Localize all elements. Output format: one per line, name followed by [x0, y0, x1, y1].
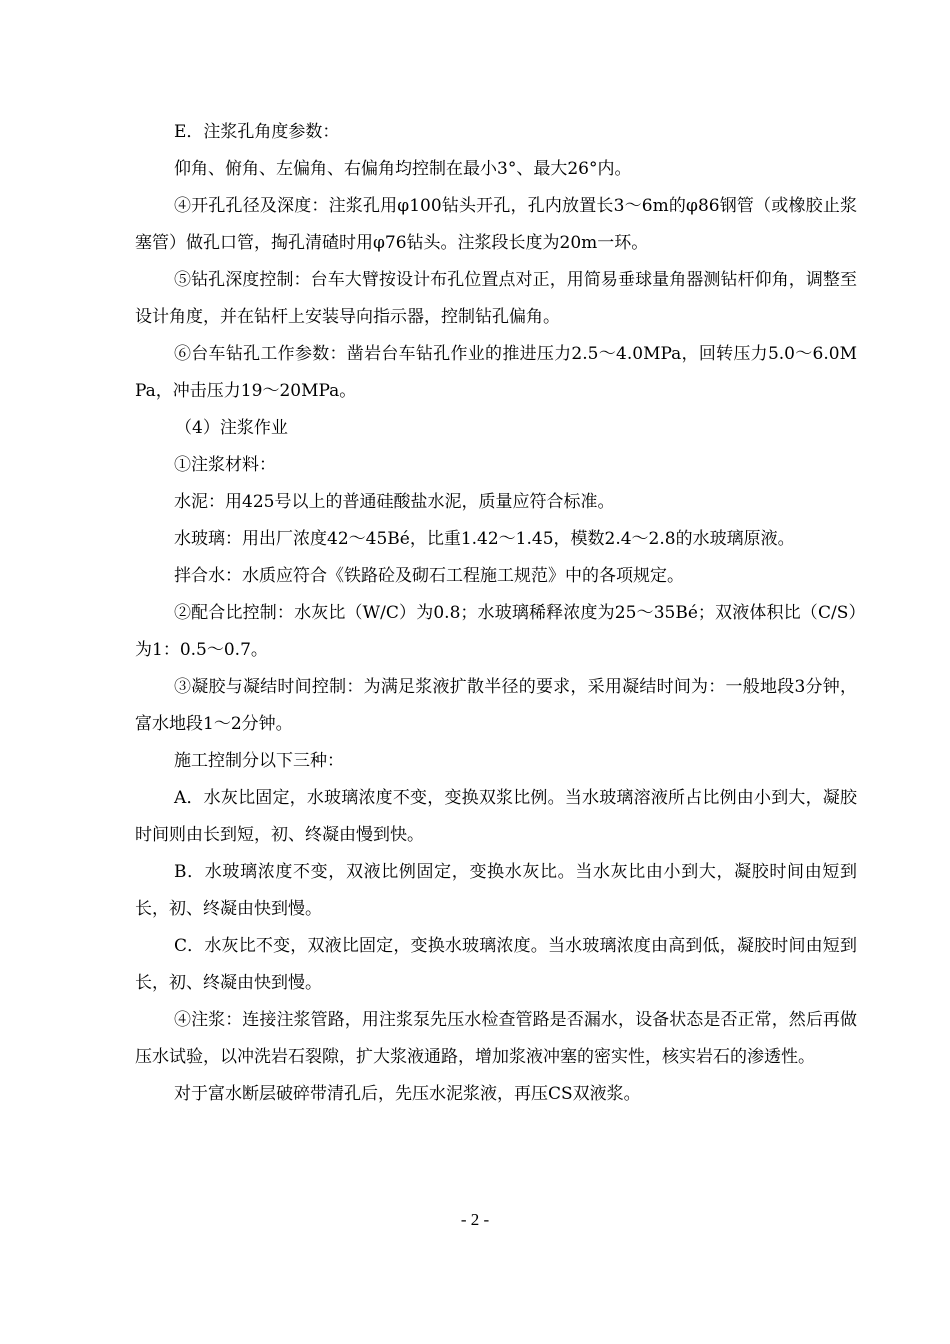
paragraph-mixing-water: 拌合水：水质应符合《铁路砼及砌石工程施工规范》中的各项规定。	[174, 566, 684, 586]
paragraph-drilling-depth-control: ⑤钻孔深度控制：台车大臂按设计布孔位置点对正，用简易垂球量角器测钻杆仰角，调整至设计角度，并在钻杆上安装导向指示器，控制钻孔偏角。	[135, 270, 857, 327]
paragraph-control-method-c: C．水灰比不变，双液比固定，变换水玻璃浓度。当水玻璃浓度由高到低，凝胶时间由短到长，初、终凝由快到慢。	[135, 936, 857, 993]
paragraph-control-method-a: A．水灰比固定，水玻璃浓度不变，变换双浆比例。当水玻璃溶液所占比例由小到大，凝胶时间则由长到短，初、终凝由慢到快。	[135, 788, 857, 845]
paragraph-angle-range: 仰角、俯角、左偏角、右偏角均控制在最小3°、最大26°内。	[174, 159, 632, 179]
page-number: - 2 -	[460, 1210, 490, 1229]
paragraph-cement: 水泥：用425号以上的普通硅酸盐水泥，质量应符合标准。	[174, 492, 615, 512]
paragraph-grouting-procedure: ④注浆：连接注浆管路，用注浆泵先压水检查管路是否漏水，设备状态是否正常，然后再做压水试验，以冲洗岩石裂隙，扩大浆液通路，增加浆液冲塞的密实性，核实岩石的渗透性。	[135, 1010, 857, 1067]
paragraph-grout-materials-heading: ①注浆材料：	[174, 455, 276, 475]
paragraph-gel-setting-time: ③凝胶与凝结时间控制：为满足浆液扩散半径的要求，采用凝结时间为：一般地段3分钟，富水地段1～2分钟。	[135, 677, 857, 734]
paragraph-control-methods-intro: 施工控制分以下三种：	[174, 751, 344, 771]
paragraph-grout-hole-angle-heading: E．注浆孔角度参数：	[174, 122, 340, 142]
paragraph-control-method-b: B．水玻璃浓度不变，双液比例固定，变换水灰比。当水灰比由小到大，凝胶时间由短到长，初、终凝由快到慢。	[135, 862, 857, 919]
paragraph-hole-diameter-depth: ④开孔孔径及深度：注浆孔用φ100钻头开孔，孔内放置长3～6m的φ86钢管（或橡胶止浆塞管）做孔口管，掏孔清碴时用φ76钻头。注浆段长度为20m一环。	[135, 196, 857, 253]
paragraph-fault-zone-grouting: 对于富水断层破碎带清孔后，先压水泥浆液，再压CS双液浆。	[174, 1084, 641, 1104]
paragraph-water-glass: 水玻璃：用出厂浓度42～45Bé，比重1.42～1.45，模数2.4～2.8的水玻璃原液。	[174, 529, 795, 549]
paragraph-mix-ratio-control: ②配合比控制：水灰比（W/C）为0.8；水玻璃稀释浓度为25～35Bé；双液体积比（C/S）为1：0.5～0.7。	[135, 603, 857, 660]
paragraph-drilling-parameters: ⑥台车钻孔工作参数：凿岩台车钻孔作业的推进压力2.5～4.0MPa，回转压力5.0～6.0MPa，冲击压力19～20MPa。	[135, 344, 857, 401]
document-body	[135, 114, 857, 1113]
section-heading-grouting-work: （4）注浆作业	[175, 418, 288, 438]
